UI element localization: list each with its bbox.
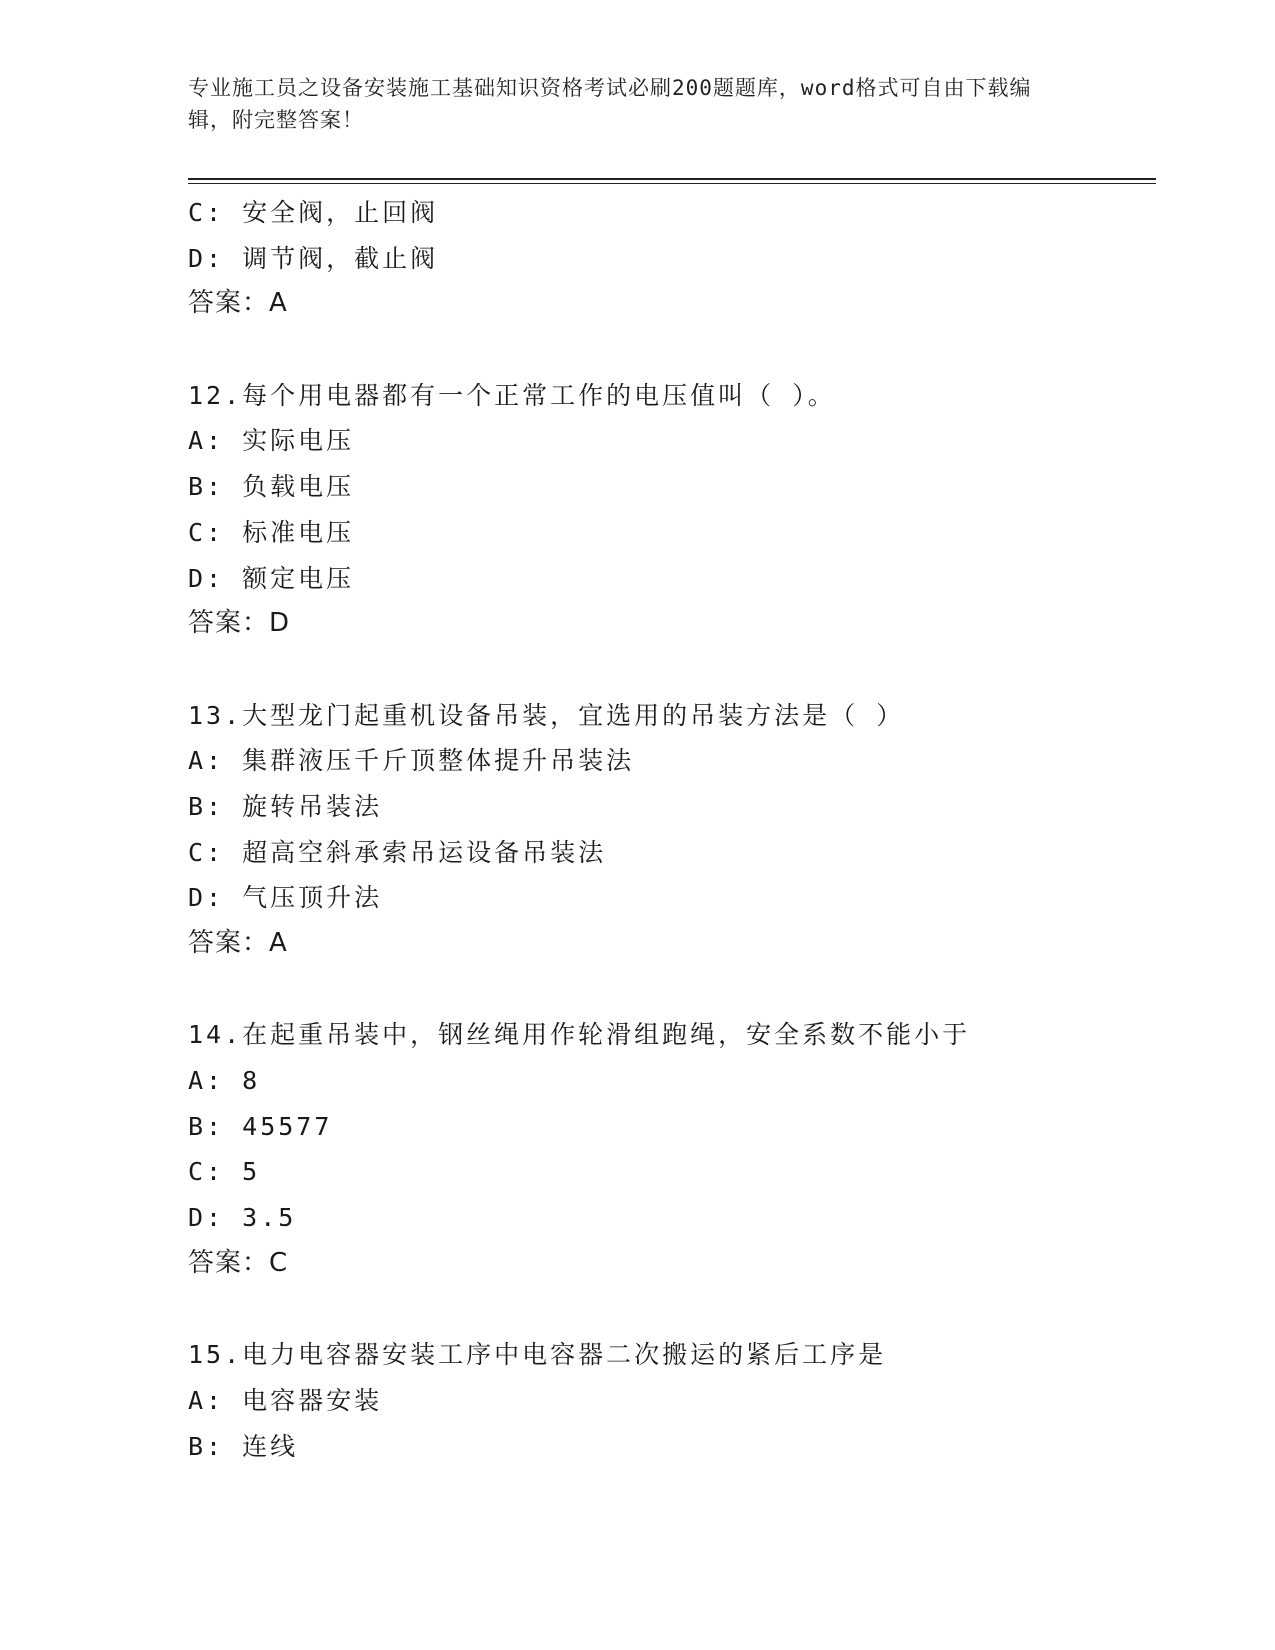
- answer-line: 答案：A: [188, 288, 288, 319]
- spacer: [188, 967, 1156, 1013]
- spacer: [188, 1287, 1156, 1333]
- option-c: C: 安全阀，止回阀: [188, 198, 439, 227]
- option-c: C: 超高空斜承索吊运设备吊装法: [188, 837, 607, 867]
- answer-line: 答案：A: [188, 928, 288, 958]
- option-d: D: 气压顶升法: [188, 883, 383, 913]
- option-c: C: 5: [188, 1157, 261, 1187]
- option-b: B: 负载电压: [188, 472, 355, 502]
- question-stem: 15.电力电容器安装工序中电容器二次搬运的紧后工序是: [188, 1340, 887, 1370]
- option-b: B: 连线: [188, 1431, 299, 1461]
- question-stem: 13.大型龙门起重机设备吊装，宜选用的吊装方法是（ ）: [188, 700, 905, 730]
- option-a: A: 电容器安装: [188, 1385, 383, 1415]
- option-a: A: 集群液压千斤顶整体提升吊装法: [188, 746, 635, 776]
- option-a: A: 实际电压: [188, 426, 355, 456]
- header-rule-top: [188, 178, 1156, 180]
- document-header: 专业施工员之设备安装施工基础知识资格考试必刷200题题库，word格式可自由下载编辑，附完整答案！: [188, 76, 1032, 132]
- option-b: B: 旋转吊装法: [188, 791, 383, 821]
- answer-line: 答案：D: [188, 608, 291, 639]
- option-a: A: 8: [188, 1066, 261, 1096]
- option-d: D: 额定电压: [188, 563, 355, 593]
- spacer: [188, 647, 1156, 693]
- option-d: D: 调节阀，截止阀: [188, 243, 439, 273]
- question-list: [188, 190, 1156, 1469]
- option-c: C: 标准电压: [188, 517, 355, 547]
- option-d: D: 3.5: [188, 1203, 297, 1233]
- question-stem: 12.每个用电器都有一个正常工作的电压值叫（ ）。: [188, 380, 836, 410]
- option-b: B: 45577: [188, 1111, 333, 1141]
- header-rule-bottom: [188, 183, 1156, 184]
- spacer: [188, 327, 1156, 373]
- answer-line: 答案：C: [188, 1247, 289, 1278]
- question-stem: 14.在起重吊装中，钢丝绳用作轮滑组跑绳，安全系数不能小于: [188, 1020, 971, 1050]
